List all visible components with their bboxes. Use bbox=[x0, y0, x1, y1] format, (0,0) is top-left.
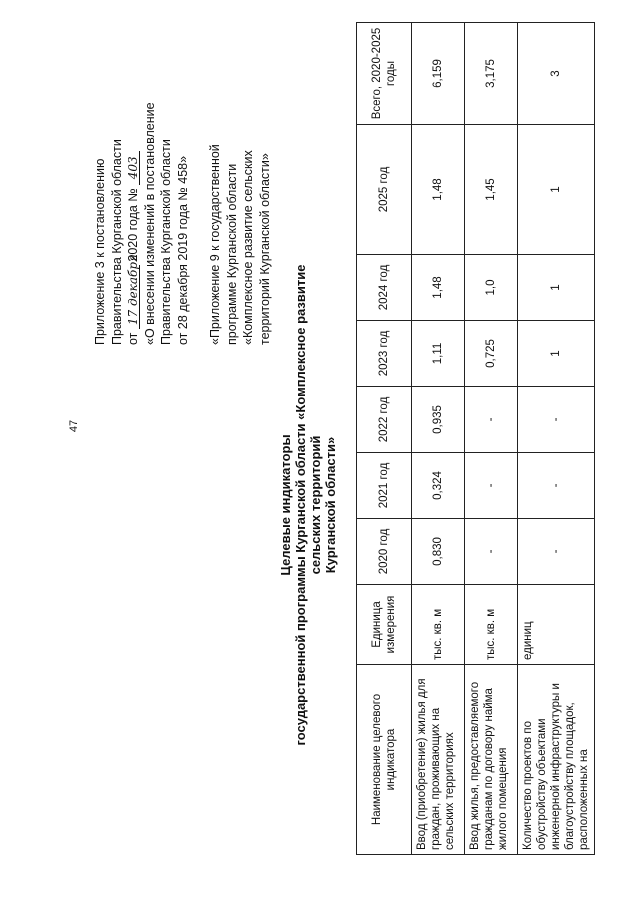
appendix-line: «Приложение 9 к государственной bbox=[208, 144, 222, 345]
table-row bbox=[412, 23, 465, 855]
value-2021-cell: 0,324 bbox=[412, 453, 465, 519]
document-heading bbox=[278, 245, 338, 765]
indicator-name-cell: Ввод жилья, предоставляемого гражданам по договору найма жилого помещения bbox=[465, 665, 518, 855]
value-2025-cell: 1,45 bbox=[465, 125, 518, 255]
indicators-table bbox=[356, 22, 595, 855]
indicator-name-cell: Ввод (приобретение) жилья для граждан, проживающих на сельских территориях bbox=[412, 665, 465, 855]
value-2020-cell: - bbox=[518, 519, 595, 585]
appendix-block bbox=[92, 45, 273, 345]
value-2025-cell: 1,48 bbox=[412, 125, 465, 255]
value-2023-cell: 0,725 bbox=[465, 321, 518, 387]
appendix-line: от 28 декабря 2019 года № 458» bbox=[175, 155, 190, 345]
value-2021-cell: - bbox=[518, 453, 595, 519]
unit-cell: единиц bbox=[518, 585, 595, 665]
value-2025-cell: 1 bbox=[518, 125, 595, 255]
value-2020-cell: - bbox=[465, 519, 518, 585]
header-unit: Единица измерения bbox=[357, 585, 412, 665]
value-2022-cell: 0,935 bbox=[412, 387, 465, 453]
handwritten-date: 17 декабря bbox=[127, 265, 140, 329]
unit-cell: тыс. кв. м bbox=[465, 585, 518, 665]
appendix-line: программе Курганской области bbox=[224, 163, 239, 345]
value-2022-cell: - bbox=[518, 387, 595, 453]
value-2020-cell: 0,830 bbox=[412, 519, 465, 585]
appendix-from-label: от bbox=[126, 332, 140, 345]
value-2024-cell: 1 bbox=[518, 255, 595, 321]
value-total-cell: 3 bbox=[518, 23, 595, 125]
appendix-line: территорий Курганской области» bbox=[257, 153, 272, 345]
appendix-year-label: 2020 года № bbox=[126, 188, 140, 262]
header-2020: 2020 год bbox=[357, 519, 412, 585]
indicator-name-cell: Количество проектов по обустройству объектами инженерной инфраструктуры и благоустройству площадок, расположенных на bbox=[518, 665, 595, 855]
value-total-cell: 6,159 bbox=[412, 23, 465, 125]
heading-line: Целевые индикаторы bbox=[278, 434, 293, 576]
table-row bbox=[465, 23, 518, 855]
appendix-line: Приложение 3 к постановлению bbox=[93, 158, 107, 345]
header-2024: 2024 год bbox=[357, 255, 412, 321]
header-2023: 2023 год bbox=[357, 321, 412, 387]
header-total: Всего, 2020-2025 годы bbox=[357, 23, 412, 125]
value-2024-cell: 1,0 bbox=[465, 255, 518, 321]
value-2021-cell: - bbox=[465, 453, 518, 519]
appendix-line: «О внесении изменений в постановление bbox=[142, 102, 157, 345]
value-2023-cell: 1 bbox=[518, 321, 595, 387]
handwritten-number: 403 bbox=[127, 151, 140, 185]
value-total-cell: 3,175 bbox=[465, 23, 518, 125]
heading-line: Курганской области» bbox=[323, 436, 338, 574]
header-2025: 2025 год bbox=[357, 125, 412, 255]
unit-cell: тыс. кв. м bbox=[412, 585, 465, 665]
table-row bbox=[518, 23, 595, 855]
appendix-line: Правительства Курганской области bbox=[109, 139, 124, 345]
value-2024-cell: 1,48 bbox=[412, 255, 465, 321]
appendix-line: «Комплексное развитие сельских bbox=[241, 150, 255, 345]
value-2022-cell: - bbox=[465, 387, 518, 453]
heading-line: государственной программы Курганской области «Комплексное развитие сельских территорий bbox=[293, 264, 323, 746]
header-2021: 2021 год bbox=[357, 453, 412, 519]
header-2022: 2022 год bbox=[357, 387, 412, 453]
appendix-line: Правительства Курганской области bbox=[159, 139, 173, 345]
header-indicator-name: Наименование целевого индикатора bbox=[357, 665, 412, 855]
appendix-date-line bbox=[125, 45, 142, 345]
table-header-row bbox=[357, 23, 412, 855]
value-2023-cell: 1,11 bbox=[412, 321, 465, 387]
page-number: 47 bbox=[68, 419, 80, 433]
